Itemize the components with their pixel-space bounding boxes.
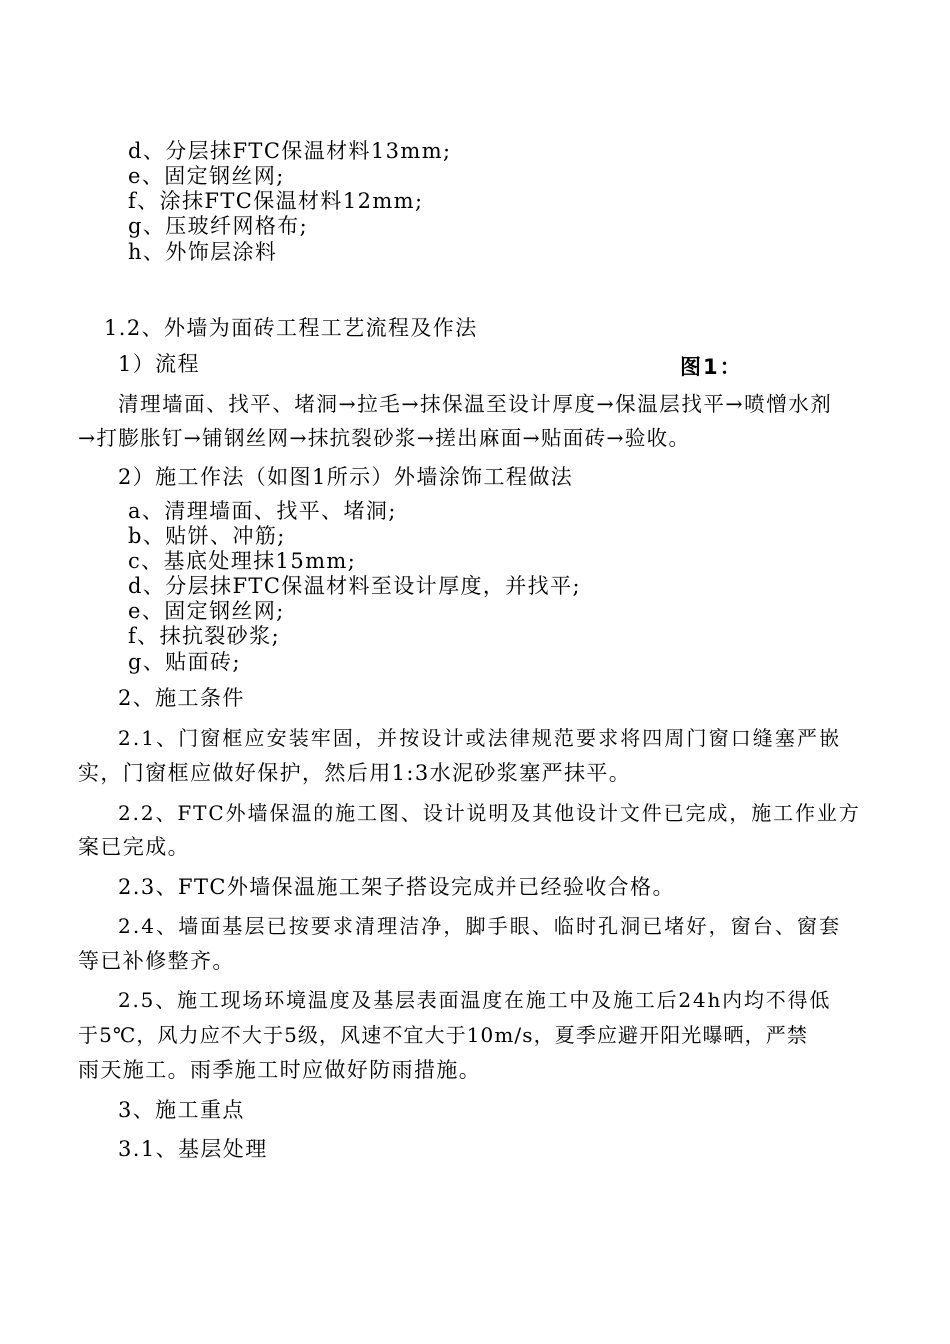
list-item: e、固定钢丝网; — [128, 599, 285, 623]
paragraph-line: 2.1、门窗框应安装牢固，并按设计或法律规范要求将四周门窗口缝塞严嵌 — [118, 726, 842, 750]
method-label: 2）施工作法（如图1所示）外墙涂饰工程做法 — [118, 465, 574, 489]
list-item: g、压玻纤网格布; — [128, 214, 309, 238]
section-heading: 1.2、外墙为面砖工程工艺流程及作法 — [104, 316, 478, 340]
paragraph-line: 雨天施工。雨季施工时应做好防雨措施。 — [78, 1058, 482, 1082]
list-item: d、分层抹FTC保温材料至设计厚度，并找平; — [128, 574, 581, 598]
paragraph-line: 实，门窗框应做好保护，然后用1:3水泥砂浆塞严抹平。 — [78, 761, 632, 785]
paragraph-line: 清理墙面、找平、堵洞→拉毛→抹保温至设计厚度→保温层找平→喷憎水剂 — [118, 392, 833, 416]
list-item: d、分层抹FTC保温材料13mm; — [128, 139, 452, 163]
list-item: a、清理墙面、找平、堵洞; — [128, 499, 397, 523]
section-heading: 2、施工条件 — [118, 686, 245, 710]
list-item: b、贴饼、冲筋; — [128, 524, 286, 548]
paragraph-line: 等已补修整齐。 — [78, 949, 235, 973]
list-item: g、贴面砖; — [128, 650, 241, 674]
list-item: f、涂抹FTC保温材料12mm; — [128, 189, 424, 213]
paragraph-line: 2.3、FTC外墙保温施工架子搭设完成并已经验收合格。 — [118, 875, 675, 899]
list-item: c、基底处理抹15mm; — [128, 549, 357, 573]
subsection-heading: 3.1、基层处理 — [118, 1137, 268, 1161]
section-heading: 3、施工重点 — [118, 1098, 245, 1122]
paragraph-line: 2.2、FTC外墙保温的施工图、设计说明及其他设计文件已完成，施工作业方 — [118, 801, 861, 825]
flow-label: 1）流程 — [118, 352, 200, 376]
paragraph-line: 2.4、墙面基层已按要求清理洁净，脚手眼、临时孔洞已堵好，窗台、窗套 — [118, 914, 842, 938]
figure-label: 图1： — [680, 355, 743, 379]
list-item: h、外饰层涂料 — [128, 240, 278, 264]
paragraph-line: 案已完成。 — [78, 835, 190, 859]
list-item: f、抹抗裂砂浆; — [128, 624, 281, 648]
paragraph-line: 2.5、施工现场环境温度及基层表面温度在施工中及施工后24h内均不得低 — [118, 988, 832, 1012]
list-item: e、固定钢丝网; — [128, 164, 285, 188]
paragraph-line: 于5℃，风力应不大于5级，风速不宜大于10m/s，夏季应避开阳光曝晒，严禁 — [78, 1023, 808, 1047]
paragraph-line: →打膨胀钉→铺钢丝网→抹抗裂砂浆→搓出麻面→贴面砖→验收。 — [78, 426, 691, 450]
